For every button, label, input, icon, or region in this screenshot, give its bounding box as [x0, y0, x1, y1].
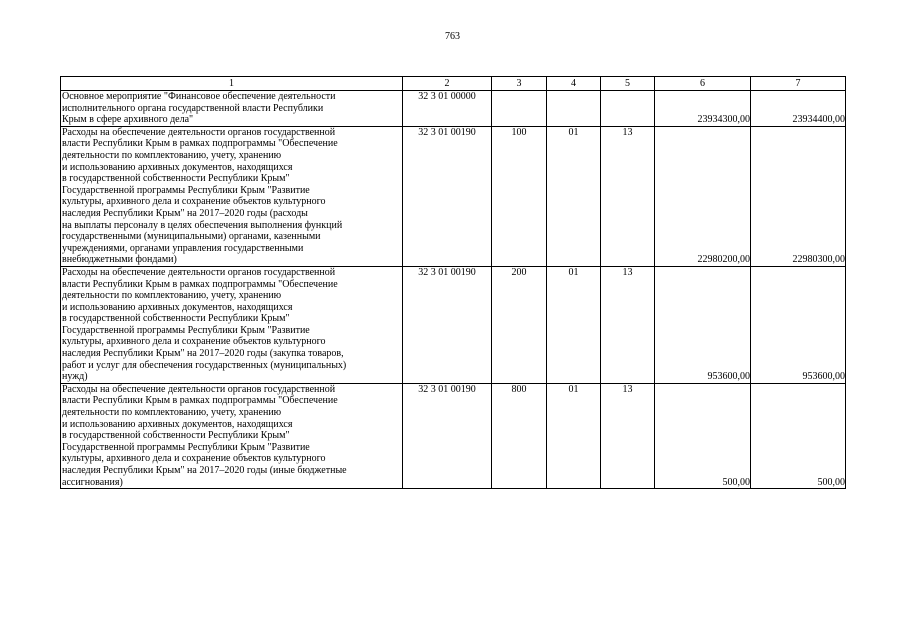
row-amount-col7: 23934400,00 — [751, 91, 846, 127]
budget-table — [60, 76, 846, 489]
table-row — [61, 383, 846, 488]
row-section: 01 — [547, 383, 601, 488]
row-target-code: 32 3 01 00190 — [403, 126, 492, 266]
row-expense-type: 100 — [492, 126, 547, 266]
column-header: 4 — [547, 77, 601, 91]
row-subsection: 13 — [601, 383, 655, 488]
row-description: Расходы на обеспечение деятельности органов государственной власти Республики Крым в рамках подпрограммы "Обеспечение деятельности по комплектованию, учету, хранению и использованию архивных документов, находящихся в государственной собственности Республики Крым" Государственной программы Республики Крым "Развитие культуры, архивного дела и сохранение объектов культурного наследия Республики Крым" на 2017–2020 годы (иные бюджетные ассигнования) — [61, 383, 403, 488]
page-number: 763 — [445, 31, 460, 42]
row-expense-type: 800 — [492, 383, 547, 488]
table-row — [61, 126, 846, 266]
column-header: 7 — [751, 77, 846, 91]
column-header: 1 — [61, 77, 403, 91]
column-header: 6 — [655, 77, 751, 91]
row-amount-col6: 22980200,00 — [655, 126, 751, 266]
row-subsection — [601, 91, 655, 127]
row-target-code: 32 3 01 00190 — [403, 266, 492, 383]
row-amount-col7: 953600,00 — [751, 266, 846, 383]
row-section: 01 — [547, 266, 601, 383]
column-header: 5 — [601, 77, 655, 91]
table-row — [61, 91, 846, 127]
table-row — [61, 266, 846, 383]
row-description: Расходы на обеспечение деятельности органов государственной власти Республики Крым в рамках подпрограммы "Обеспечение деятельности по комплектованию, учету, хранению и использованию архивных документов, находящихся в государственной собственности Республики Крым" Государственной программы Республики Крым "Развитие культуры, архивного дела и сохранение объектов культурного наследия Республики Крым" на 2017–2020 годы (расходы на выплаты персоналу в целях обеспечения выполнения функций государственными (муниципальными) органами, казенными учреждениями, органами управления государственными внебюджетными фондами) — [61, 126, 403, 266]
row-subsection: 13 — [601, 126, 655, 266]
row-subsection: 13 — [601, 266, 655, 383]
row-expense-type: 200 — [492, 266, 547, 383]
row-description: Основное мероприятие "Финансовое обеспечение деятельности исполнительного органа государственной власти Республики Крым в сфере архивного дела" — [61, 91, 403, 127]
table-header-row — [61, 77, 846, 91]
row-amount-col6: 23934300,00 — [655, 91, 751, 127]
row-description: Расходы на обеспечение деятельности органов государственной власти Республики Крым в рамках подпрограммы "Обеспечение деятельности по комплектованию, учету, хранению и использованию архивных документов, находящихся в государственной собственности Республики Крым" Государственной программы Республики Крым "Развитие культуры, архивного дела и сохранение объектов культурного наследия Республики Крым" на 2017–2020 годы (закупка товаров, работ и услуг для обеспечения государственных (муниципальных) нужд) — [61, 266, 403, 383]
row-target-code: 32 3 01 00190 — [403, 383, 492, 488]
row-amount-col6: 953600,00 — [655, 266, 751, 383]
row-expense-type — [492, 91, 547, 127]
row-target-code: 32 3 01 00000 — [403, 91, 492, 127]
row-section — [547, 91, 601, 127]
row-amount-col6: 500,00 — [655, 383, 751, 488]
row-section: 01 — [547, 126, 601, 266]
row-amount-col7: 22980300,00 — [751, 126, 846, 266]
column-header: 3 — [492, 77, 547, 91]
row-amount-col7: 500,00 — [751, 383, 846, 488]
column-header: 2 — [403, 77, 492, 91]
